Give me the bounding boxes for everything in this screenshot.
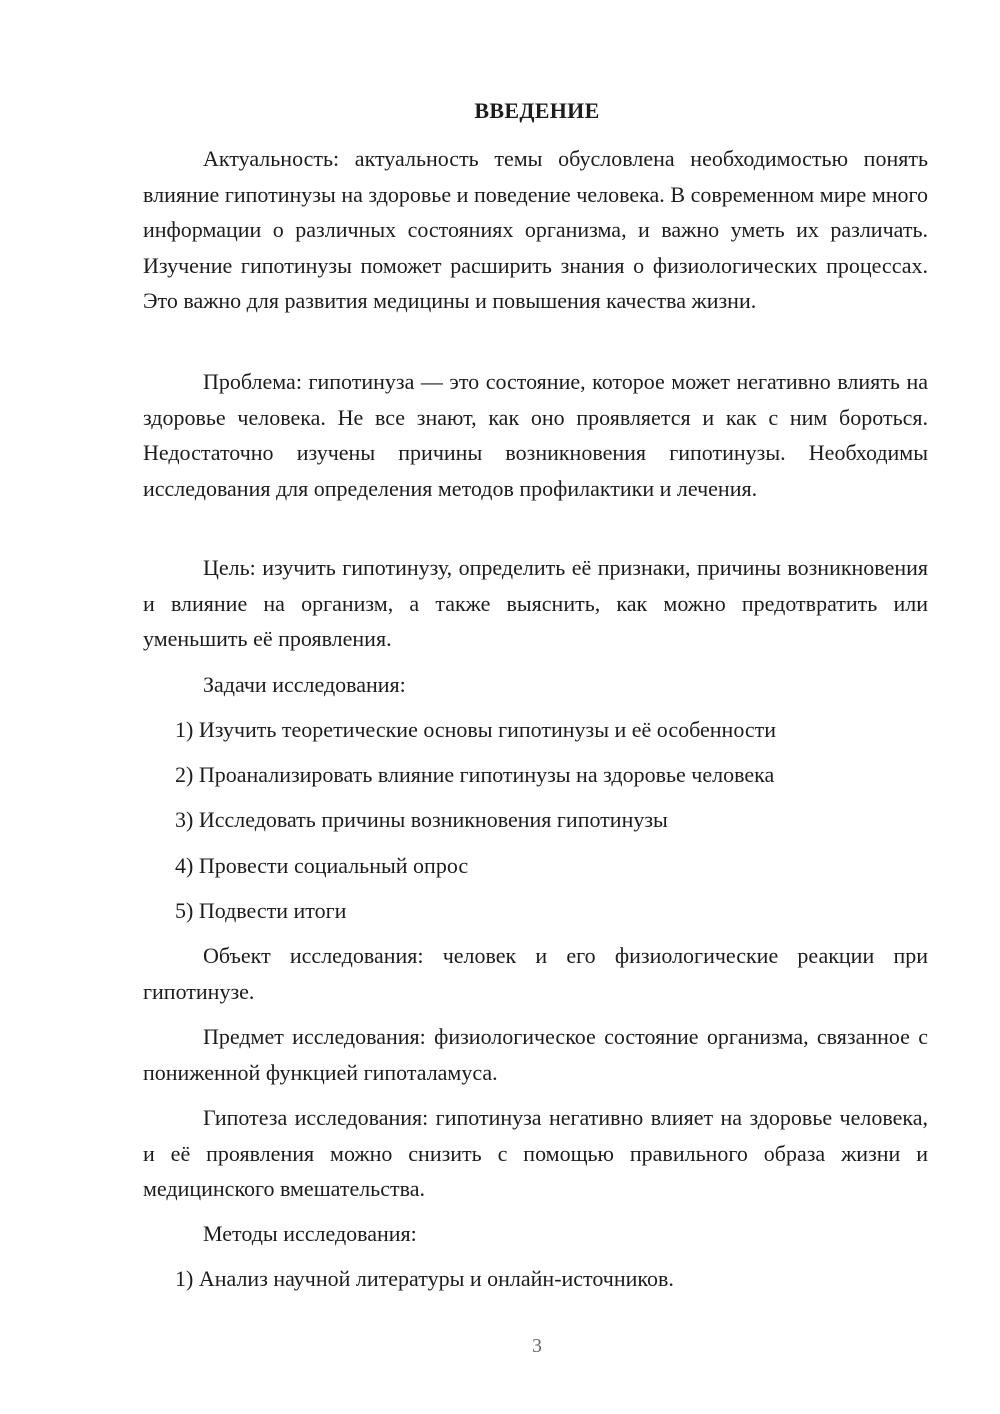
paragraph-goal: Цель: изучить гипотинузу, определить её признаки, причины возникновения и влияние на организм, а также выяснить, как можно предотвратить или уменьшить её проявления.: [143, 555, 928, 651]
task-item-1: 1) Изучить теоретические основы гипотинузы и её особенности: [175, 717, 777, 742]
methods-heading: Методы исследования:: [203, 1221, 417, 1246]
task-item-4: 4) Провести социальный опрос: [175, 853, 469, 878]
task-item-3: 3) Исследовать причины возникновения гипотинузы: [175, 807, 668, 832]
page-title: ВВЕДЕНИЕ: [474, 98, 600, 123]
page-number: 3: [532, 1335, 542, 1357]
paragraph-object: Объект исследования: человек и его физиологические реакции при гипотинузе.: [143, 943, 928, 1004]
paragraph-problem: Проблема: гипотинуза — это состояние, которое может негативно влиять на здоровье человека. Не все знают, как оно проявляется и как с ним бороться. Недостаточно изучены причины возникновения гипотинузы. Необходимы исследования для определения методов профилактики и лечения.: [143, 369, 928, 501]
paragraph-subject: Предмет исследования: физиологическое состояние организма, связанное с пониженной функцией гипоталамуса.: [143, 1024, 928, 1085]
task-item-2: 2) Проанализировать влияние гипотинузы на здоровье человека: [175, 762, 775, 787]
task-item-5: 5) Подвести итоги: [175, 898, 347, 923]
paragraph-relevance: Актуальность: актуальность темы обусловлена необходимостью понять влияние гипотинузы на здоровье и поведение человека. В современном мире много информации о различных состояниях организма, и важно уметь их различать. Изучение гипотинузы поможет расширить знания о физиологических процессах. Это важно для развития медицины и повышения качества жизни.: [143, 146, 928, 313]
method-item-1: 1) Анализ научной литературы и онлайн-источников.: [175, 1266, 674, 1291]
paragraph-hypothesis: Гипотеза исследования: гипотинуза негативно влияет на здоровье человека, и её проявления можно снизить с помощью правильного образа жизни и медицинского вмешательства.: [143, 1105, 928, 1201]
tasks-heading: Задачи исследования:: [203, 672, 406, 697]
